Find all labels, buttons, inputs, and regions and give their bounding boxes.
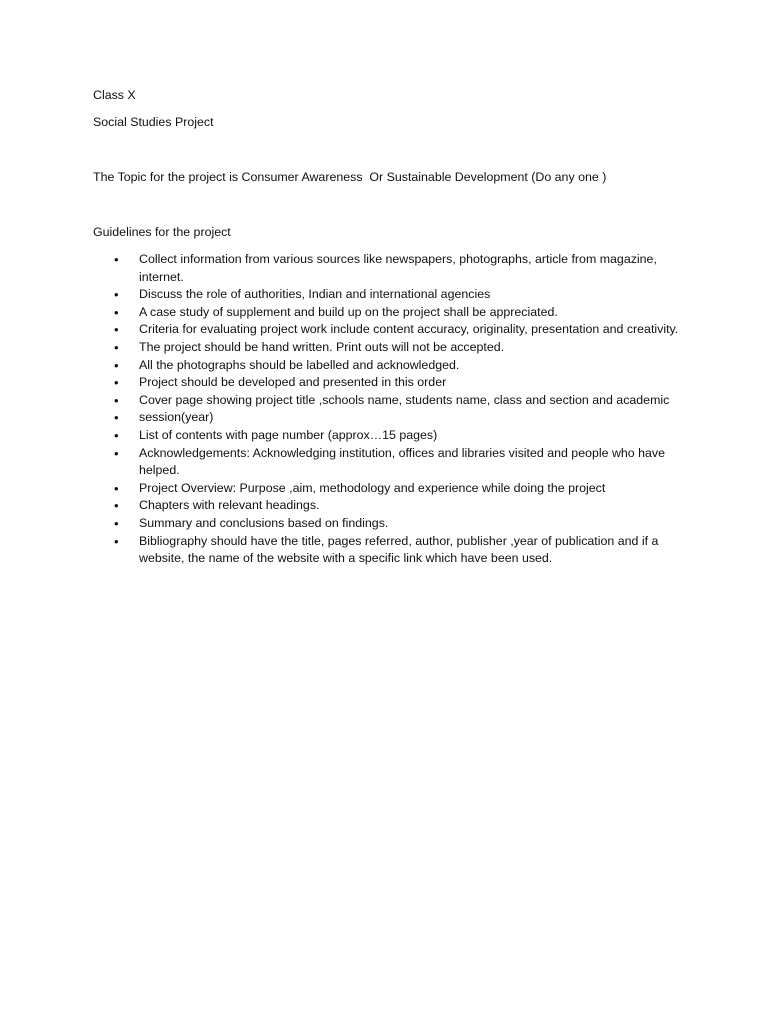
list-item (93, 515, 683, 533)
list-item-text: Project should be developed and presented in this order (139, 375, 447, 390)
bullet-icon: • (114, 304, 119, 320)
list-item-text: Summary and conclusions based on findings. (139, 515, 389, 530)
bullet-icon: • (114, 252, 119, 267)
list-item (93, 445, 683, 480)
list-item (93, 409, 683, 427)
bullet-icon: • (114, 515, 119, 531)
bullet-icon: • (114, 445, 119, 461)
list-item-text: Collect information from various sources like newspapers, photographs, article from magazine, internet. (139, 252, 657, 284)
list-item-text: session(year) (139, 410, 214, 425)
guidelines-list (93, 251, 683, 568)
bullet-icon: • (114, 533, 119, 549)
bullet-icon: • (114, 375, 119, 391)
bullet-icon: • (114, 339, 119, 355)
bullet-icon: • (114, 287, 119, 303)
list-item (93, 480, 683, 498)
list-item (93, 357, 683, 375)
list-item-text: Discuss the role of authorities, Indian and international agencies (139, 287, 491, 302)
bullet-icon: • (114, 480, 119, 496)
list-item-text: Bibliography should have the title, pages referred, author, publisher ,year of publication and if a website, the name of the website with a specific link which have been used. (139, 533, 659, 566)
bullet-icon: • (114, 357, 119, 373)
list-item-text: Acknowledgements: Acknowledging institution, offices and libraries visited and people who have helped. (139, 445, 666, 478)
bullet-icon: • (114, 427, 119, 443)
list-item (93, 533, 683, 568)
bullet-icon: • (114, 322, 119, 338)
list-item-text: All the photographs should be labelled and acknowledged. (139, 357, 460, 372)
list-item-text: Chapters with relevant headings. (139, 498, 320, 513)
list-item (93, 304, 683, 322)
bullet-icon: • (114, 392, 119, 408)
list-item (93, 339, 683, 357)
subject-line: Social Studies Project (93, 115, 214, 129)
list-item (93, 251, 683, 286)
list-item (93, 497, 683, 515)
list-item (93, 427, 683, 445)
list-item-text: Cover page showing project title ,schools name, students name, class and section and academic (139, 392, 670, 407)
list-item (93, 286, 683, 304)
list-item-text: Project Overview: Purpose ,aim, methodology and experience while doing the project (139, 480, 606, 495)
list-item (93, 321, 683, 339)
class-line: Class X (93, 88, 136, 102)
list-item (93, 374, 683, 392)
bullet-icon: • (114, 498, 119, 514)
list-item (93, 392, 683, 410)
bullet-icon: • (114, 410, 119, 426)
guidelines-heading: Guidelines for the project (93, 225, 231, 239)
list-item-text: The project should be hand written. Print outs will not be accepted. (139, 339, 505, 354)
list-item-text: List of contents with page number (approx…15 pages) (139, 427, 438, 442)
list-item-text: A case study of supplement and build up on the project shall be appreciated. (139, 304, 558, 319)
list-item-text: Criteria for evaluating project work include content accuracy, originality, presentation and creativity. (139, 322, 679, 337)
topic-line: The Topic for the project is Consumer Awareness Or Sustainable Development (Do any one ) (93, 170, 607, 184)
